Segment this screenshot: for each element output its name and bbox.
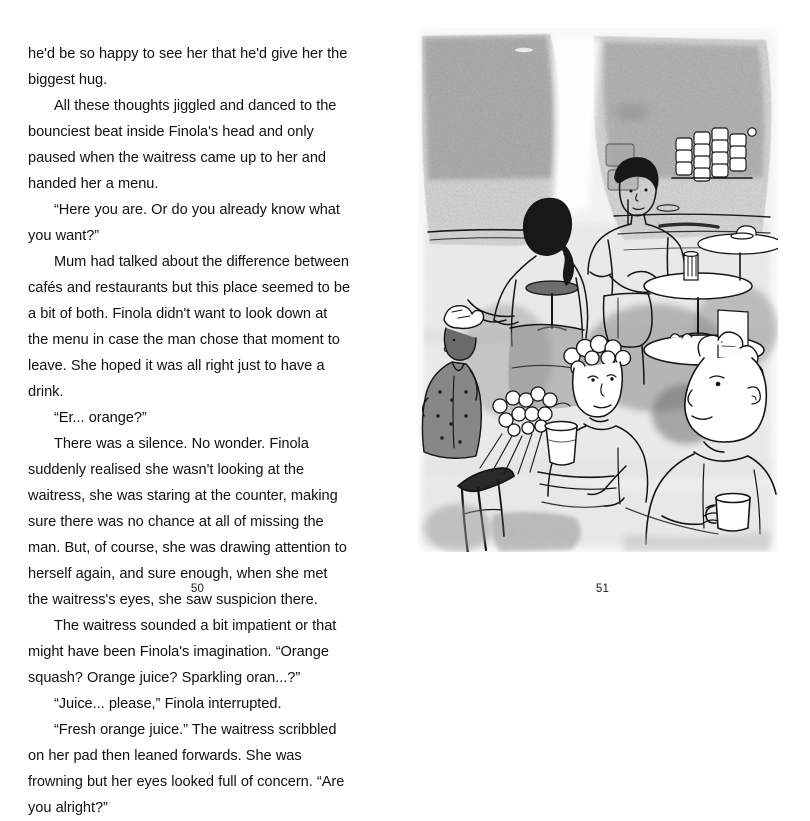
paragraph: he'd be so happy to see her that he'd give her the biggest hug.: [28, 46, 348, 88]
paragraph: “Here you are. Or do you already know what you want?”: [28, 202, 340, 244]
right-page: [395, 0, 810, 622]
page-number-right: 51: [595, 583, 610, 595]
paragraph: “Fresh orange juice.” The waitress scribbled on her pad then leaned forwards. She was frowning but her eyes looked full of concern. “Are you alright?”: [28, 722, 345, 816]
paragraph: All these thoughts jiggled and danced to the bounciest beat inside Finola's head and only paused when the waitress came up to her and handed her a menu.: [28, 98, 337, 192]
left-page: [0, 0, 395, 816]
body-text-column: [28, 41, 351, 821]
paragraph: There was a silence. No wonder. Finola suddenly realised she wasn't looking at the waitress, she was staring at the counter, making sure there was no chance at all of missing the man. But, of course, she was drawing attention to herself again, and sure enough, when she met the waitress's eyes, she saw suspicion there.: [28, 436, 347, 608]
paragraph: “Er... orange?”: [54, 410, 147, 426]
page-number-left: 50: [190, 583, 205, 595]
drinking-glass: [545, 422, 577, 466]
paragraph: “Juice... please,” Finola interrupted.: [54, 696, 282, 712]
paragraph: Mum had talked about the difference between cafés and restaurants but this place seemed to be a bit of both. Finola didn't want to look down at the menu in case the man chose that moment to leave. She hoped it was all right just to have a drink.: [28, 254, 351, 400]
illustration-canvas: [418, 28, 778, 552]
paragraph: The waitress sounded a bit impatient or that might have been Finola's imagination. “Orange squash? Orange juice? Sparkling oran...?”: [28, 618, 337, 686]
cafe-interior-illustration: [418, 28, 778, 552]
